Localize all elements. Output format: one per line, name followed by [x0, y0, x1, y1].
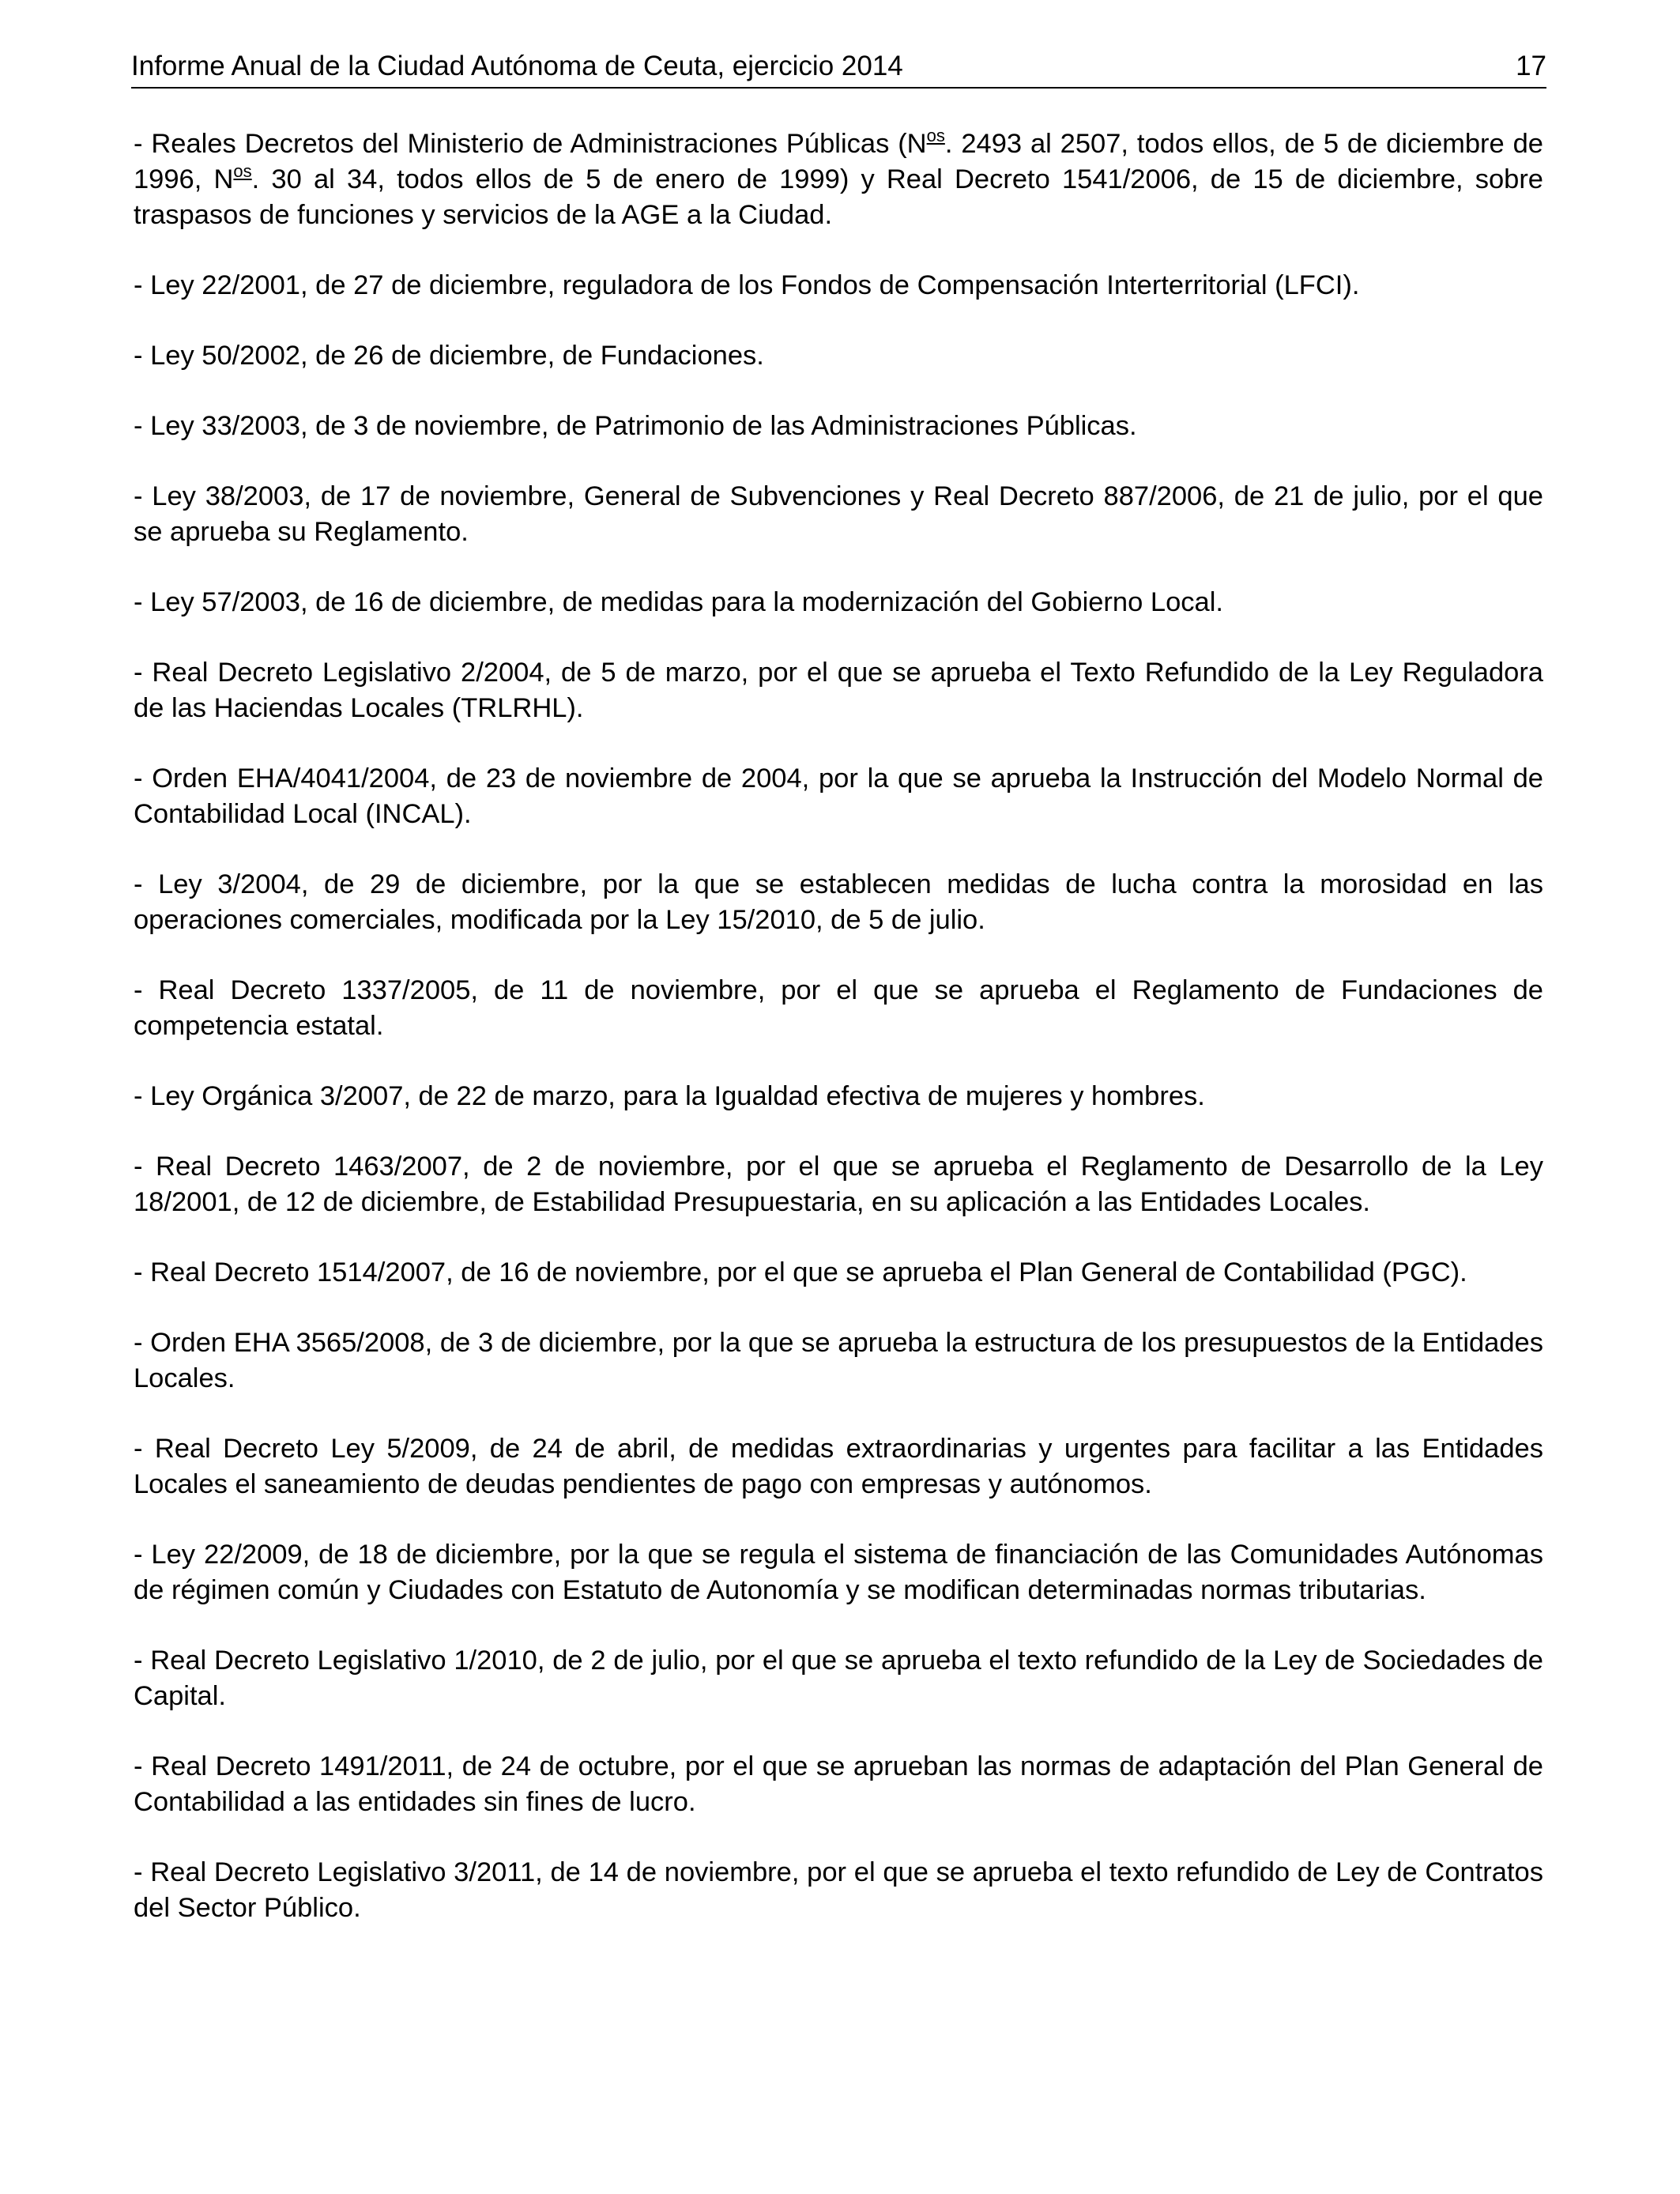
document-body [134, 126, 1543, 1961]
paragraph: - Ley 22/2001, de 27 de diciembre, reguladora de los Fondos de Compensación Interterritorial (LFCI). [134, 270, 1360, 300]
page-number: 17 [1516, 51, 1546, 81]
paragraph: - Real Decreto Legislativo 2/2004, de 5 de marzo, por el que se aprueba el Texto Refundido de la Ley Reguladora de las Haciendas Locales (TRLRHL). [134, 658, 1543, 723]
paragraph: - Ley 3/2004, de 29 de diciembre, por la que se establecen medidas de lucha contra la morosidad en las operaciones comerciales, modificada por la Ley 15/2010, de 5 de julio. [134, 869, 1543, 935]
paragraph: - Real Decreto 1491/2011, de 24 de octubre, por el que se aprueban las normas de adaptación del Plan General de Contabilidad a las entidades sin fines de lucro. [134, 1751, 1543, 1817]
paragraph: - Orden EHA 3565/2008, de 3 de diciembre, por la que se aprueba la estructura de los presupuestos de la Entidades Locales. [134, 1328, 1543, 1393]
text-segment: - Reales Decretos del Ministerio de Administraciones Públicas (N [134, 129, 927, 159]
paragraph: - Ley 22/2009, de 18 de diciembre, por la que se regula el sistema de financiación de las Comunidades Autónomas de régimen común y Ciudades con Estatuto de Autonomía y se modifican determinadas normas tributarias. [134, 1540, 1543, 1605]
paragraph: - Real Decreto Ley 5/2009, de 24 de abril, de medidas extraordinarias y urgentes para facilitar a las Entidades Locales el saneamiento de deudas pendientes de pago con empresas y autónomos. [134, 1434, 1543, 1499]
paragraph: - Ley 50/2002, de 26 de diciembre, de Fundaciones. [134, 341, 764, 371]
paragraph: - Ley Orgánica 3/2007, de 22 de marzo, para la Igualdad efectiva de mujeres y hombres. [134, 1081, 1205, 1111]
text-segment: . 2493 al 2507, todos ellos, de 5 de diciembre de 1996, N [134, 129, 1543, 194]
paragraph: - Real Decreto 1463/2007, de 2 de noviembre, por el que se aprueba el Reglamento de Desarrollo de la Ley 18/2001, de 12 de diciembre, de Estabilidad Presupuestaria, en su aplicación a las Entidades Locales. [134, 1152, 1543, 1217]
page-header [131, 49, 1546, 89]
paragraph: - Ley 33/2003, de 3 de noviembre, de Patrimonio de las Administraciones Públicas. [134, 411, 1137, 441]
paragraph: - Ley 38/2003, de 17 de noviembre, General de Subvenciones y Real Decreto 887/2006, de 21 de julio, por el que se aprueba su Reglamento. [134, 481, 1543, 547]
paragraph: - Real Decreto 1337/2005, de 11 de noviembre, por el que se aprueba el Reglamento de Fundaciones de competencia estatal. [134, 975, 1543, 1041]
superscript: os [233, 161, 252, 181]
paragraph-reales-decretos [134, 126, 1543, 233]
paragraph: - Ley 57/2003, de 16 de diciembre, de medidas para la modernización del Gobierno Local. [134, 587, 1223, 617]
header-title: Informe Anual de la Ciudad Autónoma de Ceuta, ejercicio 2014 [131, 51, 903, 81]
paragraph: - Real Decreto Legislativo 1/2010, de 2 de julio, por el que se aprueba el texto refundido de la Ley de Sociedades de Capital. [134, 1646, 1543, 1711]
text-segment: . 30 al 34, todos ellos de 5 de enero de 1999) y Real Decreto 1541/2006, de 15 de diciembre, sobre traspasos de funciones y servicios de la AGE a la Ciudad. [134, 164, 1543, 230]
paragraph: - Orden EHA/4041/2004, de 23 de noviembre de 2004, por la que se aprueba la Instrucción del Modelo Normal de Contabilidad Local (INCAL). [134, 763, 1543, 829]
paragraph: - Real Decreto 1514/2007, de 16 de noviembre, por el que se aprueba el Plan General de Contabilidad (PGC). [134, 1257, 1467, 1287]
paragraph: - Real Decreto Legislativo 3/2011, de 14 de noviembre, por el que se aprueba el texto refundido de Ley de Contratos del Sector Público. [134, 1857, 1543, 1923]
superscript: os [926, 126, 945, 145]
